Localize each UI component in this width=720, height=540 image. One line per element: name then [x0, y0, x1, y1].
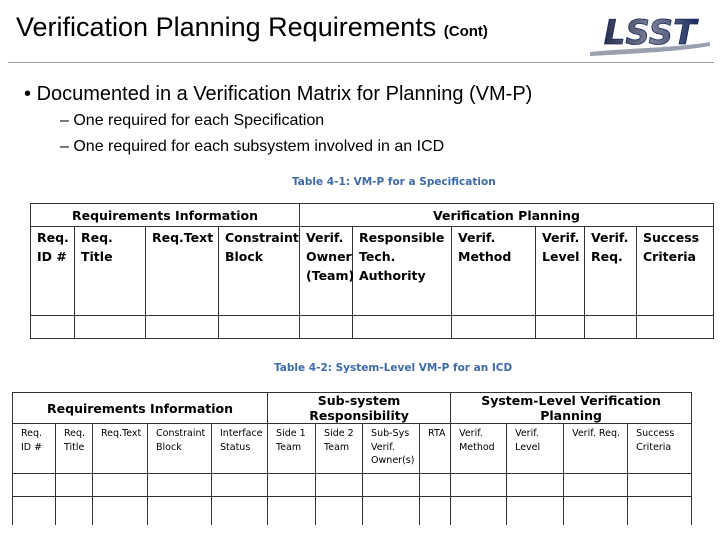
column-header: Success Criteria [637, 227, 714, 316]
group-verification-planning: Verification Planning [300, 204, 714, 227]
column-header: Req. ID # [13, 424, 56, 474]
table-row [13, 474, 692, 497]
logo-text: LSST [603, 13, 697, 53]
column-header: Success Criteria [628, 424, 692, 474]
title-text: Verification Planning Requirements [16, 12, 437, 42]
column-header: Constraint Block [148, 424, 212, 474]
slide-title [16, 12, 488, 43]
bullet-main: • Documented in a Verification Matrix for Planning (VM-P) [24, 83, 533, 105]
column-header: Req. Title [56, 424, 93, 474]
column-header: Verif. Method [451, 424, 507, 474]
table-row [31, 316, 714, 339]
column-header: Constraint Block [219, 227, 300, 316]
column-header: Verif. Req. [585, 227, 637, 316]
group-requirements-information: Requirements Information [13, 393, 268, 424]
vmp-specification-table [30, 203, 714, 339]
column-header: Req. Title [75, 227, 146, 316]
lsst-logo [586, 8, 714, 58]
column-header: Verif. Level [536, 227, 585, 316]
column-header: Verif. Method [452, 227, 536, 316]
column-header: Verif. Level [507, 424, 564, 474]
column-header: Verif. Owner (Team) [300, 227, 353, 316]
column-header: Verif. Req. [564, 424, 628, 474]
group-subsystem-responsibility: Sub-system Responsibility [268, 393, 451, 424]
table2-caption: Table 4-2: System-Level VM-P for an ICD [274, 362, 513, 374]
column-header: Sub-Sys Verif. Owner(s) [363, 424, 420, 474]
vmp-icd-table [12, 392, 692, 525]
title-divider [8, 62, 714, 63]
group-system-level-verification-planning: System-Level Verification Planning [451, 393, 692, 424]
table1-caption: Table 4-1: VM-P for a Specification [292, 176, 496, 188]
column-header: Side 1 Team [268, 424, 316, 474]
column-header: Req.Text [146, 227, 219, 316]
column-header: Interface Status [212, 424, 268, 474]
column-header: Req.Text [93, 424, 148, 474]
column-header: Responsible Tech. Authority [353, 227, 452, 316]
sub-bullet-2: – One required for each subsystem involved in an ICD [60, 138, 445, 155]
group-requirements-information: Requirements Information [31, 204, 300, 227]
sub-bullet-1: – One required for each Specification [60, 112, 325, 129]
column-header: Side 2 Team [316, 424, 363, 474]
column-header: Req. ID # [31, 227, 75, 316]
column-header: RTA [420, 424, 451, 474]
title-suffix: (Cont) [443, 23, 488, 40]
table-row [13, 497, 692, 526]
